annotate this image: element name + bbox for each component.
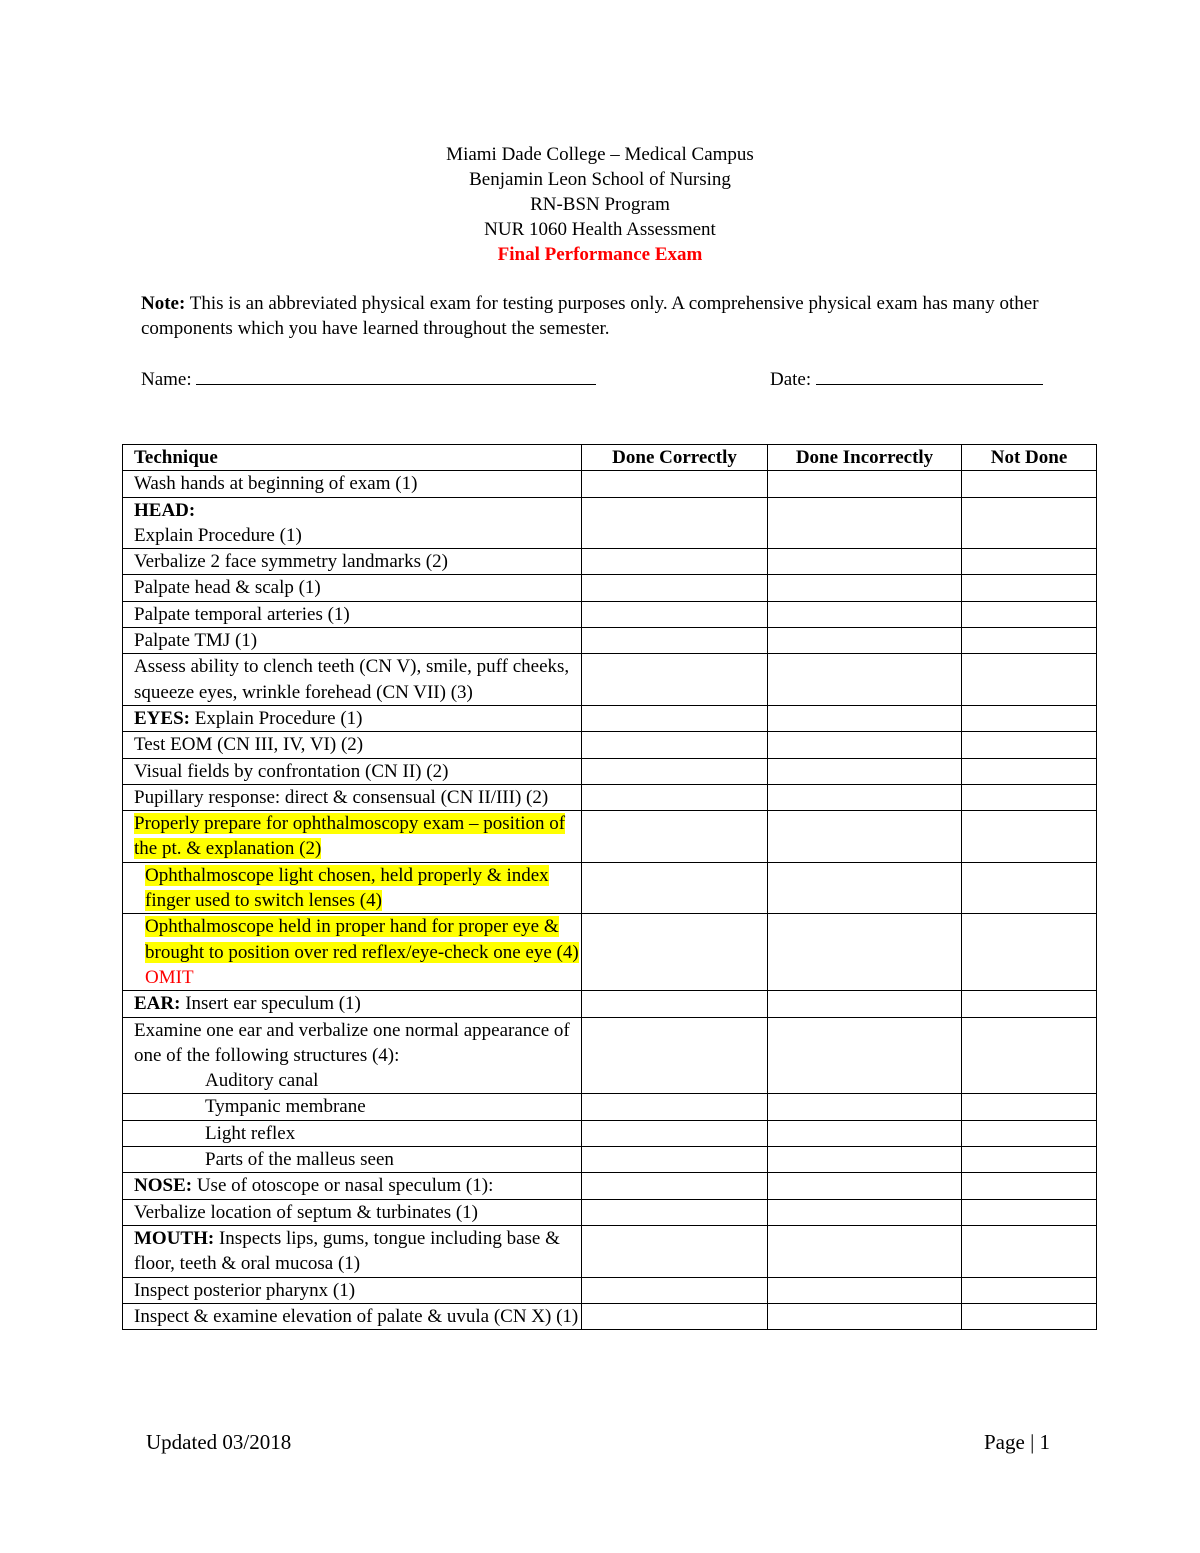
technique-cell (123, 1225, 582, 1277)
name-field[interactable] (141, 366, 596, 392)
done-incorrectly-cell[interactable] (768, 862, 962, 914)
done-incorrectly-cell[interactable] (768, 1120, 962, 1146)
structure-item: Light reflex (123, 1120, 582, 1146)
technique-cell (123, 1173, 582, 1199)
not-done-cell[interactable] (962, 1120, 1097, 1146)
technique-cell (123, 1017, 582, 1094)
technique-cell: Verbalize location of septum & turbinates (1) (123, 1199, 582, 1225)
table-row (123, 575, 1097, 601)
table-row (123, 1225, 1097, 1277)
technique-cell (123, 705, 582, 731)
done-correctly-cell[interactable] (582, 991, 768, 1017)
technique-cell: Visual fields by confrontation (CN II) (2) (123, 758, 582, 784)
done-correctly-cell[interactable] (582, 1017, 768, 1094)
program-name: RN-BSN Program (530, 194, 670, 215)
done-incorrectly-cell[interactable] (768, 732, 962, 758)
table-row (123, 1094, 1097, 1120)
not-done-cell[interactable] (962, 1199, 1097, 1225)
done-correctly-cell[interactable] (582, 811, 768, 863)
done-correctly-cell[interactable] (582, 784, 768, 810)
table-header-row (123, 445, 1097, 471)
table-row (123, 1120, 1097, 1146)
table-row (123, 758, 1097, 784)
not-done-cell[interactable] (962, 705, 1097, 731)
course-name: NUR 1060 Health Assessment (484, 219, 716, 240)
technique-cell: Palpate temporal arteries (1) (123, 601, 582, 627)
technique-text: Insert ear speculum (1) (180, 993, 361, 1015)
technique-cell: Assess ability to clench teeth (CN V), smile, puff cheeks, squeeze eyes, wrinkle forehead (CN VII) (3) (123, 654, 582, 706)
section-label: EAR: (134, 993, 181, 1015)
omit-label: OMIT (145, 966, 194, 988)
done-incorrectly-cell[interactable] (768, 549, 962, 575)
school-name: Benjamin Leon School of Nursing (469, 169, 731, 190)
not-done-cell[interactable] (962, 601, 1097, 627)
table-row (123, 732, 1097, 758)
done-correctly-cell[interactable] (582, 549, 768, 575)
structure-item: Tympanic membrane (123, 1094, 582, 1120)
technique-cell: Palpate TMJ (1) (123, 628, 582, 654)
structure-item: Parts of the malleus seen (123, 1147, 582, 1173)
done-incorrectly-cell[interactable] (768, 1303, 962, 1329)
done-correctly-cell[interactable] (582, 497, 768, 549)
highlighted-technique-text: Properly prepare for ophthalmoscopy exam – position of the pt. & explanation (2) (134, 813, 566, 860)
done-correctly-cell[interactable] (582, 1147, 768, 1173)
done-incorrectly-cell[interactable] (768, 601, 962, 627)
table-row (123, 1147, 1097, 1173)
not-done-cell[interactable] (962, 654, 1097, 706)
done-correctly-cell[interactable] (582, 654, 768, 706)
done-correctly-cell[interactable] (582, 705, 768, 731)
done-correctly-cell[interactable] (582, 1199, 768, 1225)
done-correctly-cell[interactable] (582, 575, 768, 601)
date-label: Date: (770, 369, 812, 390)
not-done-cell[interactable] (962, 811, 1097, 863)
not-done-cell[interactable] (962, 1017, 1097, 1094)
technique-cell: Palpate head & scalp (1) (123, 575, 582, 601)
technique-text: Explain Procedure (1) (134, 524, 302, 546)
table-row (123, 1199, 1097, 1225)
page-number: Page | 1 (984, 1430, 1051, 1454)
exam-title: Final Performance Exam (497, 244, 703, 265)
name-label: Name: (141, 369, 192, 390)
table-row (123, 1017, 1097, 1094)
not-done-cell[interactable] (962, 1303, 1097, 1329)
done-incorrectly-cell[interactable] (768, 705, 962, 731)
done-correctly-cell[interactable] (582, 1303, 768, 1329)
table-row (123, 705, 1097, 731)
not-done-cell[interactable] (962, 549, 1097, 575)
done-incorrectly-cell[interactable] (768, 914, 962, 991)
done-incorrectly-cell[interactable] (768, 1225, 962, 1277)
done-incorrectly-cell[interactable] (768, 575, 962, 601)
technique-cell: Wash hands at beginning of exam (1) (123, 471, 582, 497)
table-row (123, 628, 1097, 654)
technique-cell (123, 862, 582, 914)
table-row (123, 471, 1097, 497)
highlighted-technique-text: Ophthalmoscope held in proper hand for proper eye & brought to position over red reflex/eye-check one eye (4) (145, 916, 579, 963)
technique-cell: Inspect posterior pharynx (1) (123, 1277, 582, 1303)
done-correctly-cell[interactable] (582, 1120, 768, 1146)
not-done-cell[interactable] (962, 1147, 1097, 1173)
table-row (123, 654, 1097, 706)
technique-text: Explain Procedure (1) (189, 707, 363, 729)
done-incorrectly-cell[interactable] (768, 811, 962, 863)
technique-cell (123, 914, 582, 991)
technique-cell: Verbalize 2 face symmetry landmarks (2) (123, 549, 582, 575)
done-incorrectly-cell[interactable] (768, 784, 962, 810)
done-incorrectly-cell[interactable] (768, 758, 962, 784)
col-header-done-incorrectly: Done Incorrectly (768, 445, 962, 471)
updated-date: Updated 03/2018 (146, 1430, 292, 1454)
done-incorrectly-cell[interactable] (768, 471, 962, 497)
not-done-cell[interactable] (962, 1173, 1097, 1199)
technique-cell (123, 497, 582, 549)
done-incorrectly-cell[interactable] (768, 1173, 962, 1199)
not-done-cell[interactable] (962, 1225, 1097, 1277)
done-correctly-cell[interactable] (582, 628, 768, 654)
done-incorrectly-cell[interactable] (768, 1017, 962, 1094)
section-label: NOSE: (134, 1175, 193, 1197)
table-row (123, 784, 1097, 810)
name-blank[interactable] (196, 366, 596, 385)
table-row (123, 862, 1097, 914)
section-label: EYES: (134, 707, 190, 729)
not-done-cell[interactable] (962, 1094, 1097, 1120)
done-incorrectly-cell[interactable] (768, 654, 962, 706)
table-row (123, 497, 1097, 549)
done-correctly-cell[interactable] (582, 471, 768, 497)
technique-text: Examine one ear and verbalize one normal appearance of one of the following structures (4): (134, 1019, 570, 1066)
not-done-cell[interactable] (962, 1277, 1097, 1303)
col-header-technique: Technique (123, 445, 582, 471)
table-row (123, 549, 1097, 575)
table-row (123, 991, 1097, 1017)
done-correctly-cell[interactable] (582, 732, 768, 758)
technique-text: Use of otoscope or nasal speculum (1): (192, 1175, 494, 1197)
not-done-cell[interactable] (962, 732, 1097, 758)
highlighted-technique-text: Ophthalmoscope light chosen, held properly & index finger used to switch lenses (4) (145, 864, 549, 912)
not-done-cell[interactable] (962, 991, 1097, 1017)
note-text: This is an abbreviated physical exam for testing purposes only. A comprehensive physical exam has many other components which you have learned throughout the semester. (141, 293, 1039, 339)
done-correctly-cell[interactable] (582, 601, 768, 627)
technique-cell: Pupillary response: direct & consensual (CN II/III) (2) (123, 784, 582, 810)
not-done-cell[interactable] (962, 628, 1097, 654)
not-done-cell[interactable] (962, 497, 1097, 549)
college-name: Miami Dade College – Medical Campus (446, 144, 754, 165)
technique-cell (123, 811, 582, 863)
note-label: Note: (141, 293, 186, 314)
document-header (0, 142, 1200, 267)
not-done-cell[interactable] (962, 758, 1097, 784)
col-header-not-done: Not Done (962, 445, 1097, 471)
technique-cell: Inspect & examine elevation of palate & uvula (CN X) (1) (123, 1303, 582, 1329)
table-row (123, 811, 1097, 863)
done-incorrectly-cell[interactable] (768, 1094, 962, 1120)
not-done-cell[interactable] (962, 575, 1097, 601)
table-row (123, 601, 1097, 627)
table-row (123, 1173, 1097, 1199)
technique-cell (123, 991, 582, 1017)
done-correctly-cell[interactable] (582, 914, 768, 991)
done-incorrectly-cell[interactable] (768, 1277, 962, 1303)
done-incorrectly-cell[interactable] (768, 1199, 962, 1225)
technique-cell: Test EOM (CN III, IV, VI) (2) (123, 732, 582, 758)
done-incorrectly-cell[interactable] (768, 991, 962, 1017)
table-row (123, 1303, 1097, 1329)
technique-text: Inspects lips, gums, tongue including base & floor, teeth & oral mucosa (1) (134, 1227, 560, 1275)
done-correctly-cell[interactable] (582, 1225, 768, 1277)
table-row (123, 914, 1097, 991)
exam-checklist-table (122, 444, 1097, 1330)
structure-item: Auditory canal (205, 1070, 319, 1092)
done-correctly-cell[interactable] (582, 1094, 768, 1120)
not-done-cell[interactable] (962, 862, 1097, 914)
note-paragraph (141, 291, 1081, 341)
done-incorrectly-cell[interactable] (768, 497, 962, 549)
done-correctly-cell[interactable] (582, 758, 768, 784)
date-field[interactable] (770, 366, 1043, 392)
done-correctly-cell[interactable] (582, 862, 768, 914)
not-done-cell[interactable] (962, 784, 1097, 810)
not-done-cell[interactable] (962, 914, 1097, 991)
table-row (123, 1277, 1097, 1303)
section-label: HEAD: (134, 499, 196, 521)
section-label: MOUTH: (134, 1227, 215, 1249)
done-correctly-cell[interactable] (582, 1277, 768, 1303)
not-done-cell[interactable] (962, 471, 1097, 497)
done-correctly-cell[interactable] (582, 1173, 768, 1199)
done-incorrectly-cell[interactable] (768, 628, 962, 654)
done-incorrectly-cell[interactable] (768, 1147, 962, 1173)
date-blank[interactable] (816, 366, 1043, 385)
col-header-done-correctly: Done Correctly (582, 445, 768, 471)
